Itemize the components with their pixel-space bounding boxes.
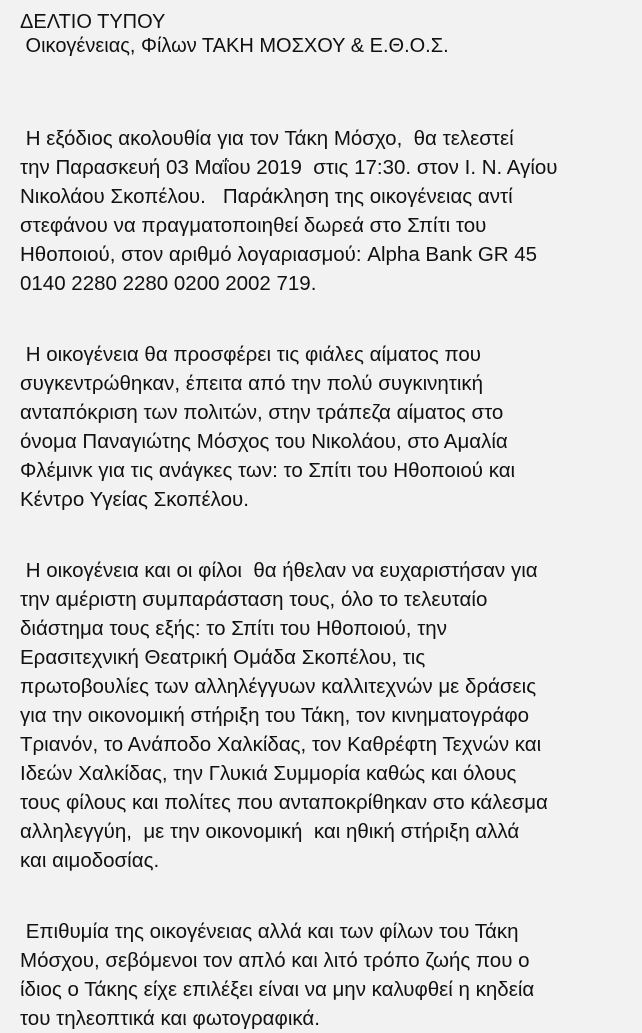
paragraph-line: Κέντρο Υγείας Σκοπέλου.: [20, 488, 249, 511]
paragraph-line: Μόσχου, σεβόμενοι τον απλό και λιτό τρόπο ζωής που ο: [20, 949, 530, 972]
paragraph-line: την αμέριστη συμπαράσταση τους, όλο το τελευταίο: [20, 588, 488, 611]
paragraph-line: Η εξόδιος ακολουθία για τον Τάκη Μόσχο, θα τελεστεί: [20, 127, 514, 150]
document-title: ΔΕΛΤΙΟ ΤΥΠΟΥ: [20, 11, 166, 33]
paragraph-line: ανταπόκριση των πολιτών, στην τράπεζα αίματος στο: [20, 401, 504, 424]
paragraph-line: διάστημα τους εξής: το Σπίτι του Ηθοποιού, την: [20, 617, 447, 640]
paragraph-line: Επιθυμία της οικογένειας αλλά και των φίλων του Τάκη: [20, 920, 519, 943]
paragraph-line: Ιδεών Χαλκίδας, την Γλυκιά Συμμορία καθώς και όλους: [20, 762, 517, 785]
paragraph-line: πρωτοβουλίες των αλληλέγγυων καλλιτεχνών με δράσεις: [20, 675, 537, 698]
paragraph-line: Φλέμινκ για τις ανάγκες των: το Σπίτι του Ηθοποιού και: [20, 459, 516, 482]
paragraph-line: Τριανόν, το Ανάποδο Χαλκίδας, τον Καθρέφτη Τεχνών και: [20, 733, 542, 756]
paragraph-line: και αιμοδοσίας.: [20, 849, 160, 872]
document-subtitle: Οικογένειας, Φίλων ΤΑΚΗ ΜΟΣΧΟΥ & Ε.Θ.Ο.Σ.: [20, 35, 449, 57]
paragraph-line: Η οικογένεια θα προσφέρει τις φιάλες αίματος που: [20, 343, 481, 366]
paragraph-thanks: [20, 556, 630, 875]
paragraph-line: συγκεντρώθηκαν, έπειτα από την πολύ συγκινητική: [20, 372, 484, 395]
paragraph-line: του τηλεοπτικά και φωτογραφικά.: [20, 1007, 320, 1030]
paragraph-line: αλληλεγγύη, με την οικονομική και ηθική στήριξη αλλά: [20, 820, 520, 843]
paragraph-line: Ερασιτεχνική Θεατρική Ομάδα Σκοπέλου, τις: [20, 646, 426, 669]
paragraph-line: 0140 2280 2280 0200 2002 719.: [20, 272, 317, 295]
paragraph-line: για την οικονομική στήριξη του Τάκη, τον κινηματογράφο: [20, 704, 530, 727]
document-body: [20, 124, 630, 1033]
paragraph-line: στεφάνου να πραγματοποιηθεί δωρεά στο Σπίτι του: [20, 214, 487, 237]
paragraph-blood-donation: [20, 340, 630, 514]
paragraph-privacy-wish: [20, 917, 630, 1033]
paragraph-line: Ηθοποιού, στον αριθμό λογαριασμού: Alpha Bank GR 45: [20, 243, 538, 266]
paragraph-line: ίδιος ο Τάκης είχε επιλέξει είναι να μην καλυφθεί η κηδεία: [20, 978, 535, 1001]
paragraph-line: τους φίλους και πολίτες που ανταποκρίθηκαν στο κάλεσμα: [20, 791, 548, 814]
paragraph-line: την Παρασκευή 03 Μαΐου 2019 στις 17:30. στον Ι. Ν. Αγίου: [20, 156, 558, 179]
paragraph-funeral: [20, 124, 630, 298]
paragraph-line: Η οικογένεια και οι φίλοι θα ήθελαν να ευχαριστήσαν για: [20, 559, 538, 582]
paragraph-line: όνομα Παναγιώτης Μόσχος του Νικολάου, στο Αμαλία: [20, 430, 508, 453]
paragraph-line: Νικολάου Σκοπέλου. Παράκληση της οικογένειας αντί: [20, 185, 513, 208]
